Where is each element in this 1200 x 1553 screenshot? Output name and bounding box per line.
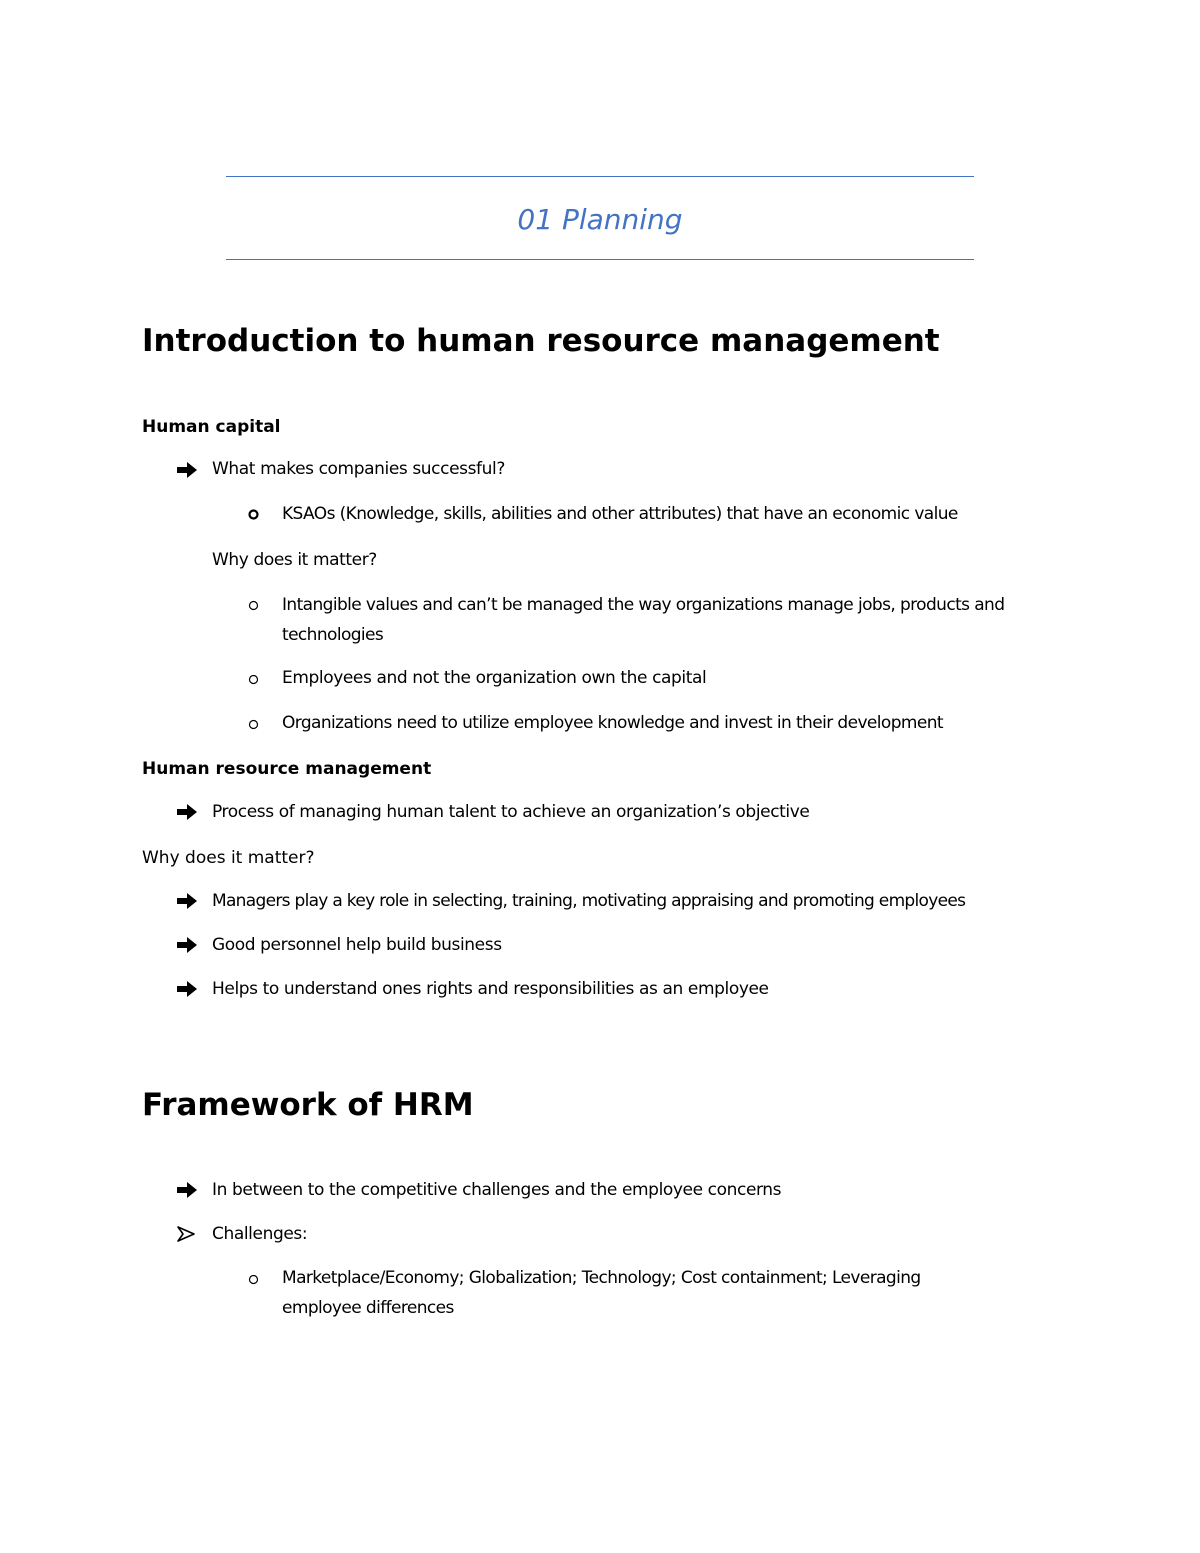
list-item: Managers play a key role in selecting, training, motivating appraising and promoting employees — [212, 891, 966, 911]
hollow-circle-bullet-icon — [248, 674, 259, 685]
document-title: 01 Planning — [517, 203, 683, 236]
bold-right-arrow-icon — [176, 980, 198, 998]
why-label-human-capital: Why does it matter? — [212, 550, 377, 570]
list-item: Marketplace/Economy; Globalization; Technology; Cost containment; Leveraging employee differences — [282, 1268, 921, 1318]
list-item: Intangible values and can’t be managed the way organizations manage jobs, products and technologies — [282, 595, 1005, 645]
list-item: In between to the competitive challenges and the employee concerns — [212, 1180, 782, 1200]
list-item: Organizations need to utilize employee knowledge and invest in their development — [282, 713, 943, 733]
list-item: Helps to understand ones rights and responsibilities as an employee — [212, 979, 769, 999]
why-label-hrm: Why does it matter? — [142, 848, 315, 868]
hollow-circle-bullet-icon — [248, 1274, 259, 1285]
subheading-human-capital: Human capital — [142, 417, 281, 437]
bold-right-arrow-icon — [176, 803, 198, 821]
list-item: Process of managing human talent to achieve an organization’s objective — [212, 802, 810, 822]
list-item: Good personnel help build business — [212, 935, 502, 955]
hollow-circle-bullet-icon — [248, 509, 259, 520]
list-item: KSAOs (Knowledge, skills, abilities and other attributes) that have an economic value — [282, 504, 958, 524]
list-item: Employees and not the organization own the capital — [282, 668, 707, 688]
list-item: What makes companies successful? — [212, 459, 505, 479]
bold-right-arrow-icon — [176, 936, 198, 954]
subheading-hrm: Human resource management — [142, 759, 432, 779]
title-top-rule — [226, 176, 974, 177]
hollow-circle-bullet-icon — [248, 600, 259, 611]
section-heading-intro: Introduction to human resource management — [142, 323, 940, 359]
challenges-label: Challenges: — [212, 1224, 308, 1244]
hollow-circle-bullet-icon — [248, 719, 259, 730]
chevron-right-bullet-icon — [176, 1225, 196, 1243]
title-bottom-rule — [226, 259, 974, 260]
bold-right-arrow-icon — [176, 461, 198, 479]
section-heading-framework: Framework of HRM — [142, 1087, 474, 1123]
bold-right-arrow-icon — [176, 892, 198, 910]
bold-right-arrow-icon — [176, 1181, 198, 1199]
